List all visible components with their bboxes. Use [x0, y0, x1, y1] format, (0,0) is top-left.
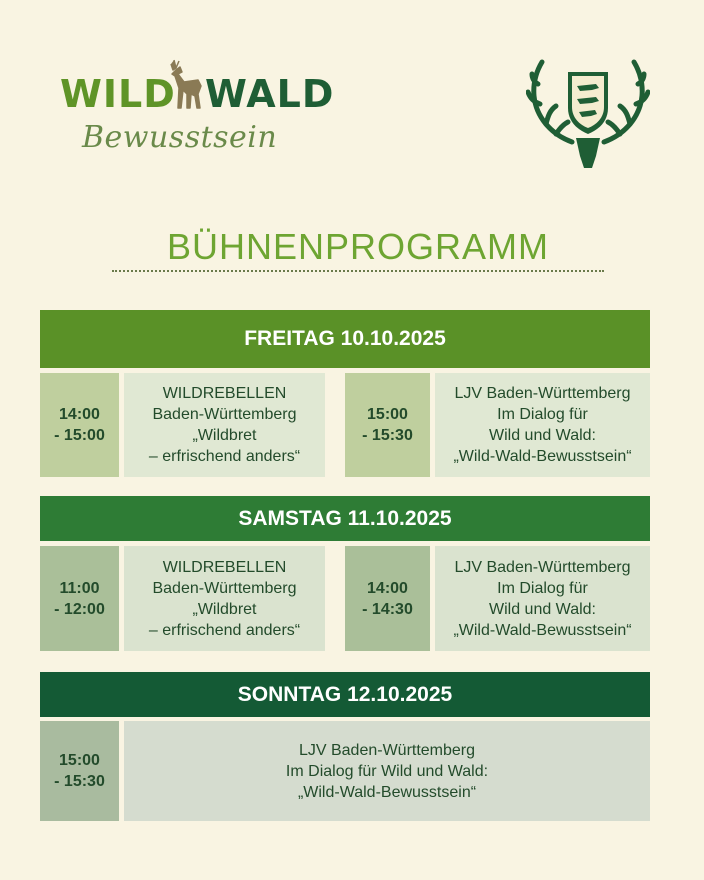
program-description: WILDREBELLEN Baden-Württemberg „Wildbret – erfrischend anders“ [124, 546, 325, 651]
day-header-friday: FREITAG 10.10.2025 [40, 310, 650, 368]
time-slot: 15:00 - 15:30 [345, 373, 430, 477]
program-description: WILDREBELLEN Baden-Württemberg „Wildbret – erfrischend anders“ [124, 373, 325, 477]
program-description: LJV Baden-Württemberg Im Dialog für Wild und Wald: „Wild-Wald-Bewusstsein“ [124, 721, 650, 821]
day-header-saturday: SAMSTAG 11.10.2025 [40, 496, 650, 541]
time-slot: 14:00 - 14:30 [345, 546, 430, 651]
antler-crest-icon [526, 54, 650, 174]
logo-subtitle: Bewusstsein [82, 120, 278, 155]
title-divider [112, 270, 604, 272]
logo-word-wald: WALD [205, 72, 335, 116]
deer-icon [164, 58, 208, 110]
wildwald-logo [60, 58, 335, 168]
logo-word-wild: WILD [60, 72, 176, 116]
page-title: BÜHNENPROGRAMM [166, 226, 549, 267]
time-slot: 11:00 - 12:00 [40, 546, 119, 651]
program-description: LJV Baden-Württemberg Im Dialog für Wild und Wald: „Wild-Wald-Bewusstsein“ [435, 373, 650, 477]
day-header-sunday: SONNTAG 12.10.2025 [40, 672, 650, 717]
time-slot: 14:00 - 15:00 [40, 373, 119, 477]
program-description: LJV Baden-Württemberg Im Dialog für Wild und Wald: „Wild-Wald-Bewusstsein“ [435, 546, 650, 651]
time-slot: 15:00 - 15:30 [40, 721, 119, 821]
